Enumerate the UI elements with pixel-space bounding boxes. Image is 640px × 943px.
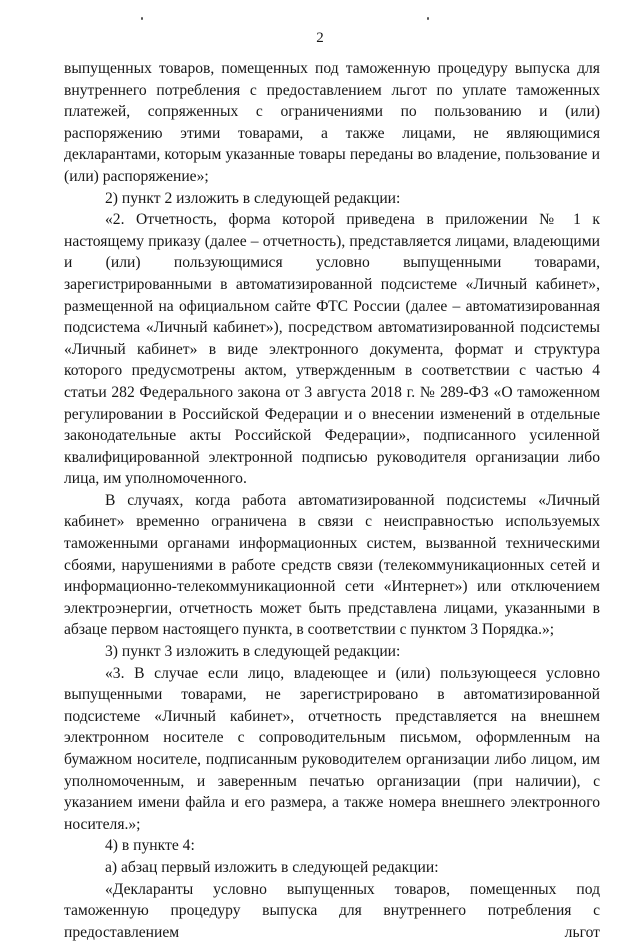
- paragraph: 4) в пункте 4:: [105, 837, 195, 855]
- scan-speck: [427, 17, 429, 20]
- paragraph: 3) пункт 3 изложить в следующей редакции:: [105, 643, 401, 661]
- paragraph: В случаях, когда работа автоматизированной подсистемы «Личный кабинет» временно ограничена в связи с неисправностью используемых таможенными органами информационных систем, вызванной техническими сбоями, нарушениями в работе средств связи (телекоммуникационных сетей и информационно-телекоммуникационной сети «Интернет») или отключением электроэнергии, отчетность может быть представлена лицами, указанными в абзаце первом настоящего пункта, в соответствии с пунктом 3 Порядка.»;: [64, 491, 600, 639]
- paragraph: 2) пункт 2 изложить в следующей редакции:: [105, 189, 401, 207]
- paragraph: а) абзац первый изложить в следующей редакции:: [105, 858, 439, 876]
- paragraph: «Декларанты условно выпущенных товаров, помещенных под таможенную процедуру выпуска для внутреннего потребления с предоставлением льгот: [64, 880, 600, 941]
- document-body: [64, 58, 600, 943]
- scan-speck: [141, 17, 143, 20]
- paragraph: выпущенных товаров, помещенных под таможенную процедуру выпуска для внутреннего потребления с предоставлением льгот по уплате таможенных платежей, сопряженных с ограничениями по пользованию и (или) распоряжению этими товарами, а также лицами, не являющимися декларантами, которым указанные товары переданы во владение, пользование и (или) распоряжение»;: [64, 60, 600, 185]
- paragraph: «2. Отчетность, форма которой приведена в приложении № 1 к настоящему приказу (далее – отчетность), представляется лицами, владеющими и (или) пользующимися условно выпущенными товарами, зарегистрированными в автоматизированной подсистеме «Личный кабинет», размещенной на официальном сайте ФТС России (далее – автоматизированная подсистема «Личный кабинет»), посредством автоматизированной подсистемы «Личный кабинет» в виде электронного документа, формат и структура которого предусмотрены актом, утвержденным в соответствии с частью 4 статьи 282 Федерального закона от 3 августа 2018 г. № 289-ФЗ «О таможенном регулировании в Российской Федерации и о внесении изменений в отдельные законодательные акты Российской Федерации», подписанного усиленной квалифицированной электронной подписью руководителя организации либо лица, им уполномоченного.: [64, 211, 600, 488]
- paragraph: «3. В случае если лицо, владеющее и (или) пользующееся условно выпущенными товарами, не зарегистрировано в автоматизированной подсистеме «Личный кабинет», отчетность представляется на внешнем электронном носителе с сопроводительным письмом, оформленным на бумажном носителе, подписанным руководителем организации либо лицом, им уполномоченным, и заверенным печатью организации (при наличии), с указанием имени файла и его размера, а также номера внешнего электронного носителя.»;: [64, 664, 600, 833]
- page-number: 2: [316, 30, 324, 46]
